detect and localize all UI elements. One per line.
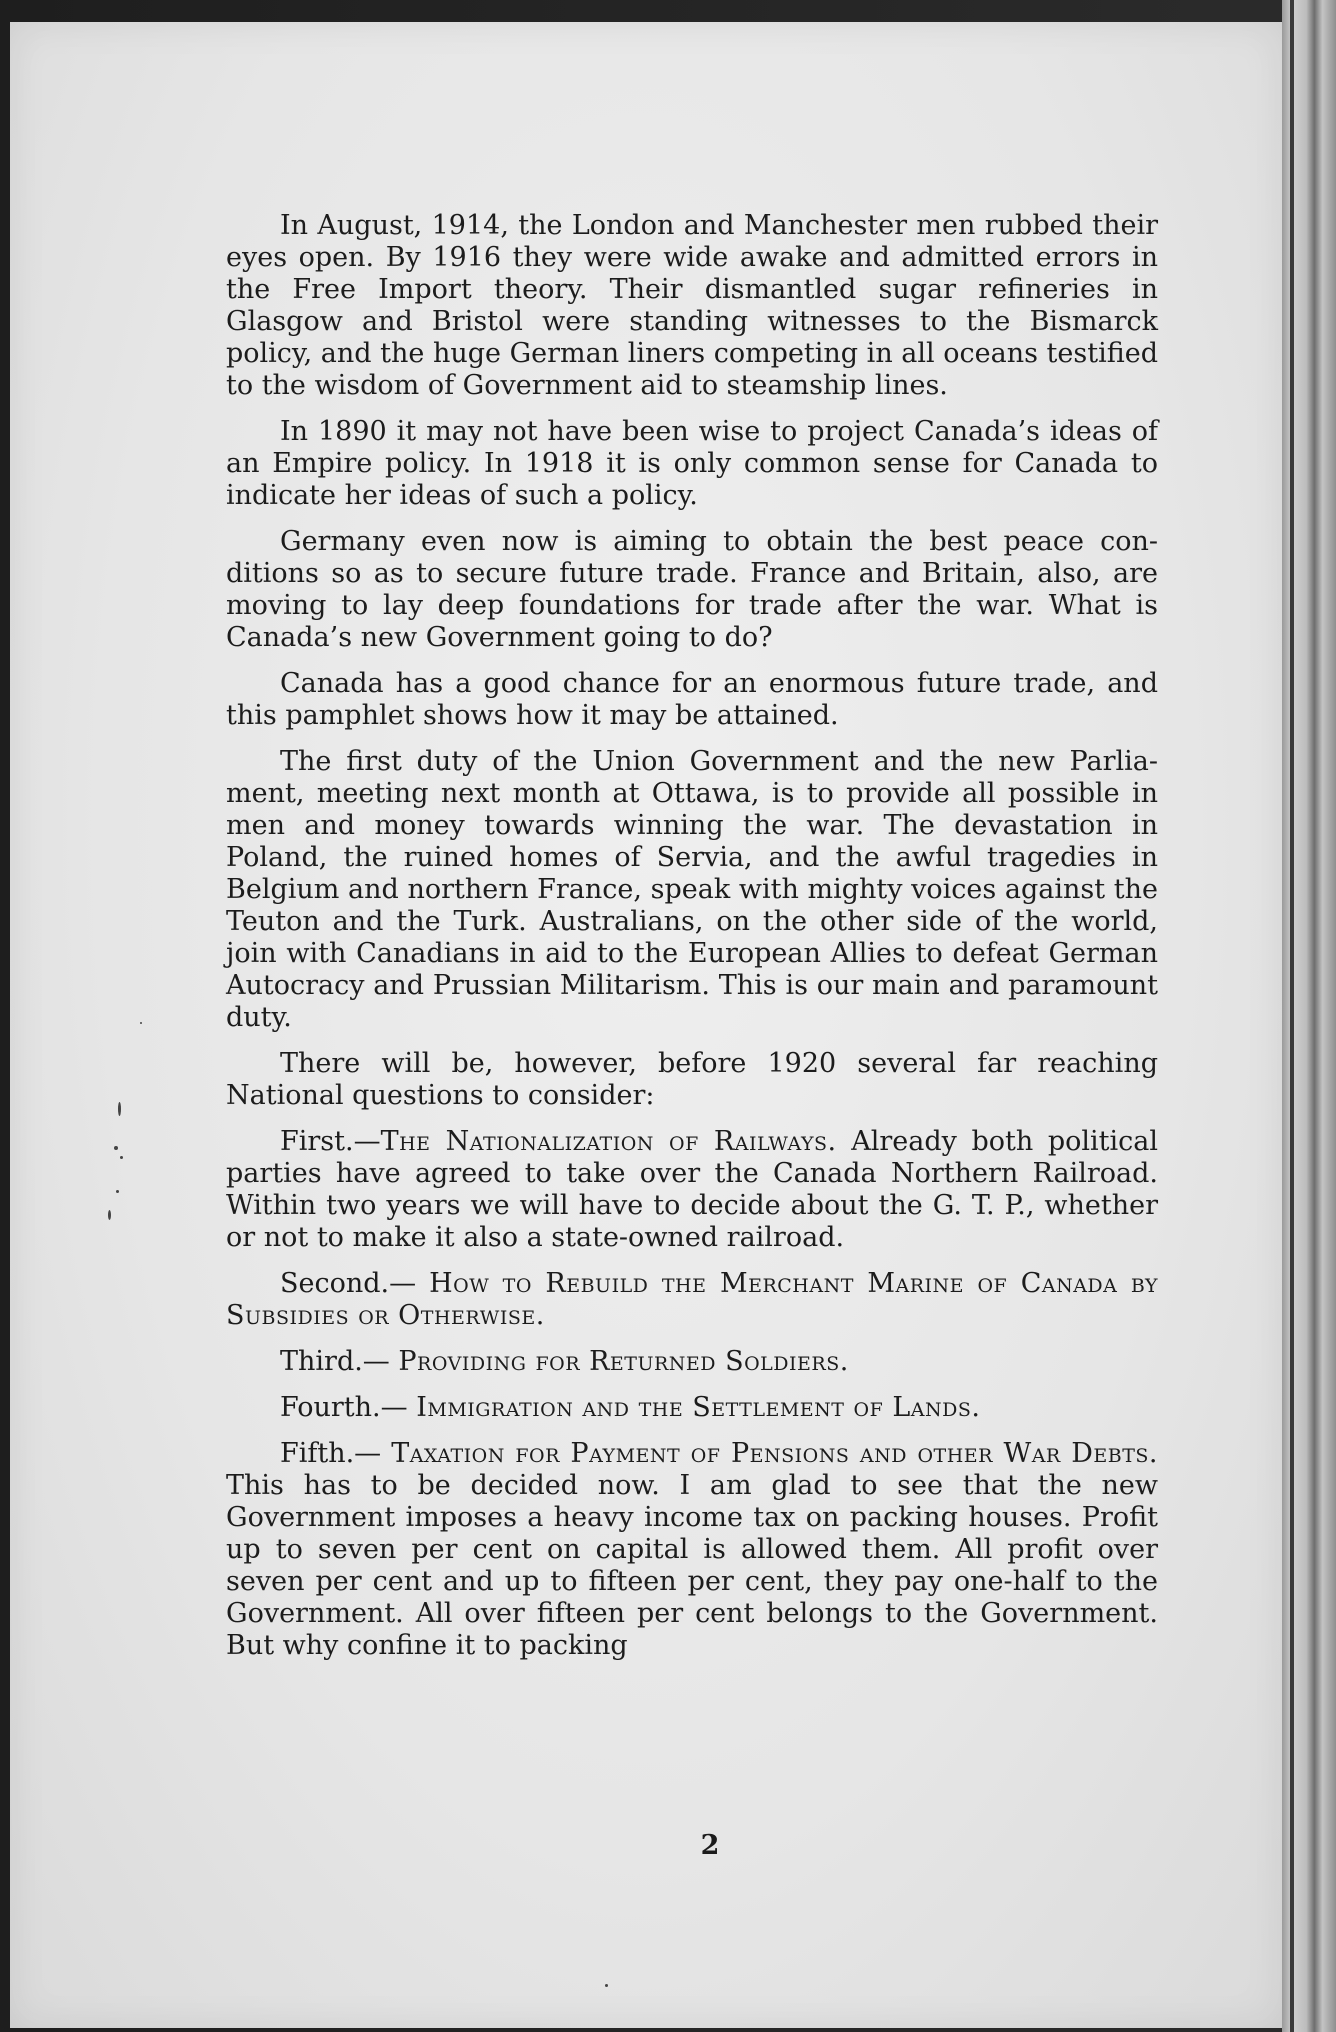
margin-speck [114,1146,118,1150]
paragraph-text: Fourth.— [280,1392,417,1423]
margin-speck [140,1022,142,1024]
paragraph [226,1126,1158,1254]
section-heading-smallcaps: The Nationalization of Railways. [380,1126,837,1157]
paragraph [226,1048,1158,1112]
margin-speck [118,1102,121,1116]
margin-speck [605,1984,608,1987]
paragraph-text: Already both political parties have agreed to take over the Canada Northern Railroad. Within two years we will have to decide about the G. T. P., whether or not to make it also a state-owned railroad. [226,1126,1159,1253]
paragraph [226,1438,1158,1662]
paragraph-text: Second.— [280,1268,430,1299]
paragraph [226,210,1158,402]
section-heading-smallcaps: Providing for Returned Soldiers. [398,1346,849,1377]
paragraph-text: In 1890 it may not have been wise to project Canada’s ideas of an Empire policy. In 1918 it is only common sense for Canada to indicate her ideas of such a policy. [226,416,1158,511]
paragraph [226,416,1158,512]
paragraph-text: Fifth.— [280,1438,392,1469]
paragraph-text: The first duty of the Union Government and the new Parliament, meeting next month at Ottawa, is to provide all possible in men and money towards winning the war. The devastation in Poland, the ruined homes of Servia, and the awful tragedies in Belgium and northern France, speak with mighty voices against the Teuton and the Turk. Australians, on the other side of the world, join with Canadians in aid to the European Allies to defeat German Autocracy and Prussian Militarism. This is our main and paramount duty. [226,746,1158,1033]
paragraph [226,1268,1158,1332]
page-number: 2 [700,1830,720,1861]
body-text [226,210,1158,1676]
margin-speck [108,1210,111,1220]
margin-speck [116,1190,119,1193]
gutter-line [1290,0,1294,2032]
paragraph-text: In August, 1914, the London and Manchester men rubbed their eyes open. By 1916 they were wide awake and admitted errors in the Free Import theory. Their dismantled sugar refineries in Glasgow and Bristol were standing witnesses to the Bismarck policy, and the huge German liners competing in all oceans testified to the wisdom of Government aid to steamship lines. [226,210,1158,401]
paragraph [226,526,1158,654]
section-heading-smallcaps: Taxation for Payment of Pensions and other War Debts. [391,1438,1158,1469]
paragraph-text: There will be, however, before 1920 several far reaching National questions to consider: [226,1048,1158,1111]
section-heading-smallcaps: How to Rebuild the Merchant Marine of Canada by Subsidies or Otherwise. [226,1268,1158,1331]
margin-speck [120,1156,123,1159]
paragraph [226,746,1158,1034]
paragraph [226,668,1158,732]
paragraph [226,1392,1158,1424]
paragraph-text: Third.— [280,1346,399,1377]
paragraph-text: Canada has a good chance for an enormous future trade, and this pamphlet shows how it may be attained. [226,668,1158,731]
paragraph-text: This has to be decided now. I am glad to see that the new Government imposes a heavy income tax on packing houses. Profit up to seven per cent on capital is allowed them. All profit over seven per cent and up to fifteen per cent, they pay one-half to the Government. All over fifteen per cent belongs to the Government. But why confine it to packing [226,1470,1158,1661]
section-heading-smallcaps: Immigration and the Settlement of Lands. [416,1392,981,1423]
paragraph-text: First.— [280,1126,381,1157]
paragraph [226,1346,1158,1378]
paragraph-text: Germany even now is aiming to obtain the best peace conditions so as to secure future trade. France and Britain, also, are moving to lay deep foundations for trade after the war. What is Canada’s new Government going to do? [226,526,1158,653]
